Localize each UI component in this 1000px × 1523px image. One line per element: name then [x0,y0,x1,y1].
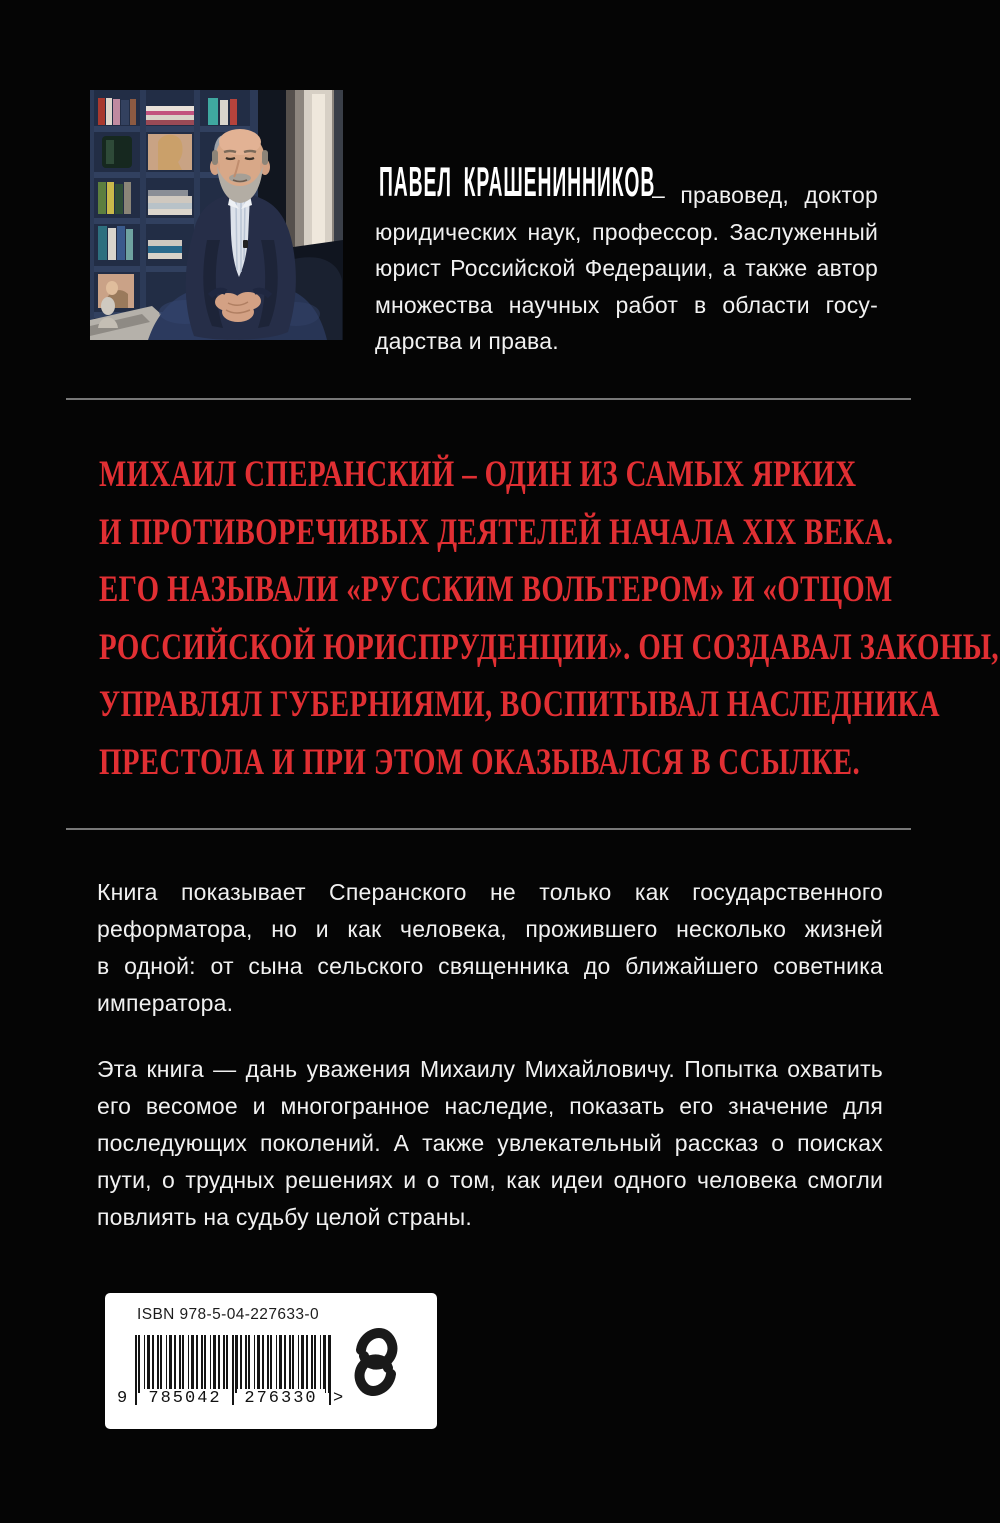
eksmo-publisher-logo [353,1323,399,1401]
description-paragraph-2-line: повлиять на судьбу целой страны. [97,1204,472,1230]
author-bio [375,177,878,360]
headline-block [99,446,1000,791]
author-bio-line: юрист Российской Федерации, а также автор [375,255,878,281]
description-paragraph-1 [97,874,883,1022]
headline-block-line: УПРАВЛЯЛ ГУБЕРНИЯМИ, ВОСПИТЫВАЛ НАСЛЕДНИКА [99,684,940,725]
barcode-guard-middle [232,1335,234,1405]
headline-block-line: МИХАИЛ СПЕРАНСКИЙ – ОДИН ИЗ САМЫХ ЯРКИХ [99,454,857,495]
barcode-digit-group1: 785042 [141,1389,229,1409]
headline-block-line: ПРЕСТОЛА И ПРИ ЭТОМ ОКАЗЫВАЛСЯ В ССЫЛКЕ. [99,741,861,783]
barcode-guard-left [135,1335,137,1405]
description-paragraph-2 [97,1051,883,1236]
description-paragraph-2-line: Эта книга — дань уважения Михаилу Михайловичу. Попытка охватить [97,1056,883,1082]
barcode-digit-lead: 9 [117,1389,128,1408]
description-paragraph-1-line: реформатора, но и как человека, прожившего несколько жизней [97,916,883,942]
isbn-label: ISBN 978-5-04-227633-0 [137,1306,319,1323]
author-name: ПАВЕЛ КРАШЕНИННИКОВ [379,158,656,205]
description-paragraph-1-line: в одной: от сына сельского священника до ближайшего советника [97,953,883,979]
barcode-panel [105,1293,437,1429]
divider-top [66,398,911,400]
author-bio-line: юридических наук, профессор. Заслуженный [375,218,878,245]
headline-block-line: РОССИЙСКОЙ ЮРИСПРУДЕНЦИИ». ОН СОЗДАВАЛ ЗАКОНЫ, [99,626,1000,668]
barcode-digit-group2: 276330 [237,1389,325,1409]
description-paragraph-1-line: императора. [97,990,234,1016]
description-paragraph-2-line: пути, о трудных решениях и о том, как идеи одного человека смогли [97,1167,883,1193]
headline-block-line: И ПРОТИВОРЕЧИВЫХ ДЕЯТЕЛЕЙ НАЧАЛА XIX ВЕКА. [99,511,894,553]
headline-block-line: ЕГО НАЗЫВАЛИ «РУССКИМ ВОЛЬТЕРОМ» И «ОТЦОМ [99,569,893,610]
author-photo-illustration [90,90,343,340]
description-paragraph-2-line: последующих поколений. А также увлекательный рассказ о поисках [97,1130,883,1156]
divider-bottom [66,828,911,830]
author-photo [90,90,343,340]
description-paragraph-1-line: Книга показывает Сперанского не только как государственного [97,879,883,905]
barcode-digit-tail: > [333,1389,344,1408]
author-bio-line: множества научных работ в области госу- [375,291,878,318]
author-bio-line: – правовед, доктор [652,182,878,208]
barcode-guard-right [329,1335,331,1405]
description-paragraph-2-line: его весомое и многогранное наследие, показать его значение для [97,1093,883,1119]
author-bio-line: дарства и права. [375,328,559,354]
